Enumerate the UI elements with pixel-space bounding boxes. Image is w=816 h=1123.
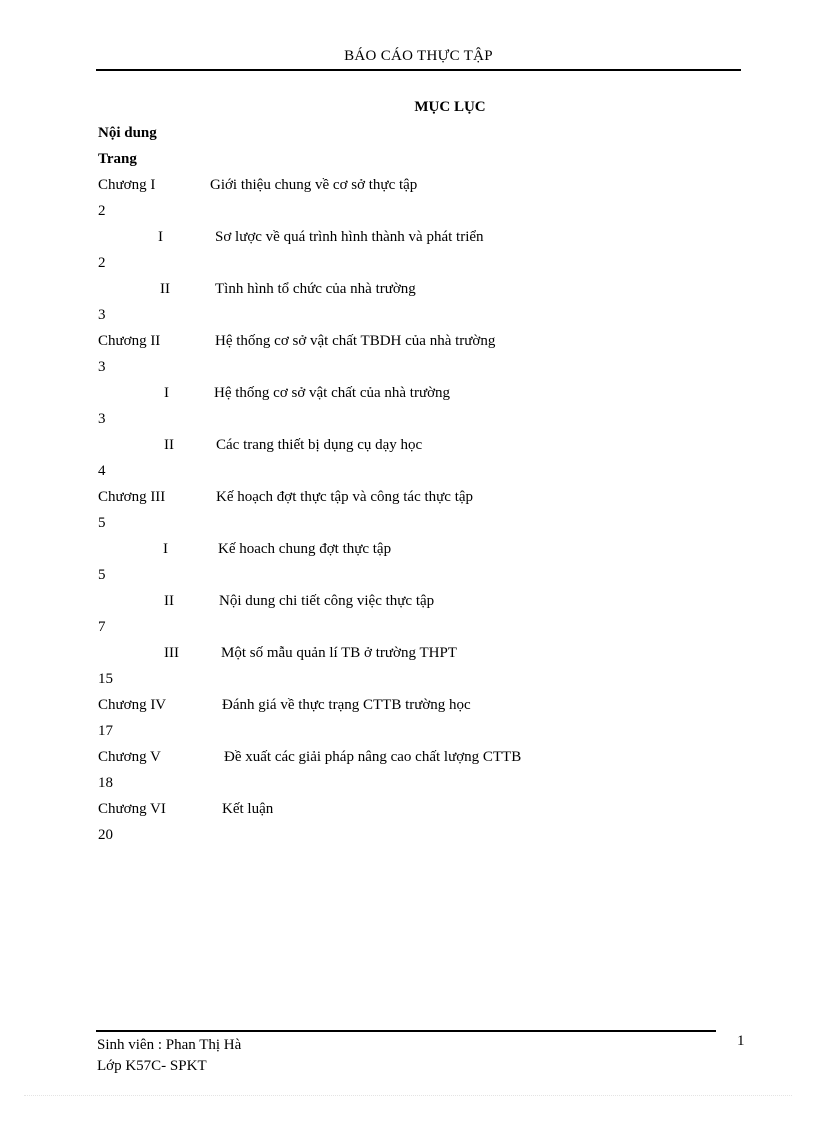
toc-entry: [98, 224, 738, 250]
toc-entry: [98, 588, 738, 614]
toc-entry-title: Hệ thống cơ sở vật chất TBDH của nhà trường: [215, 333, 496, 349]
toc-entry-page: 2: [98, 203, 106, 219]
toc-entry: [98, 692, 738, 718]
toc-entry-number: II: [160, 281, 170, 297]
toc-entry-title: Kế hoạch đợt thực tập và công tác thực tập: [216, 489, 474, 505]
toc-entry-page: 4: [98, 463, 106, 479]
toc-entry-number: Chương I: [98, 177, 156, 193]
toc-entry-number: I: [158, 229, 163, 245]
toc-entry-number: Chương III: [98, 489, 166, 505]
toc-entry: [98, 796, 738, 822]
table-of-contents: [98, 120, 738, 848]
toc-entry-title: Kế hoach chung đợt thực tập: [218, 541, 392, 557]
toc-entry-title: Đề xuất các giải pháp nâng cao chất lượng CTTB: [224, 749, 522, 765]
toc-heading: MỤC LỤC: [414, 99, 486, 115]
toc-entry-number: Chương V: [98, 749, 161, 765]
toc-entry: [98, 484, 738, 510]
toc-content-label: Nội dung: [98, 125, 157, 141]
toc-entry-page: 3: [98, 359, 106, 375]
toc-entry-number: Chương IV: [98, 697, 167, 713]
toc-entry: [98, 432, 738, 458]
toc-entry-title: Đánh giá về thực trạng CTTB trường học: [222, 697, 471, 713]
toc-entry-number: III: [164, 645, 179, 661]
toc-entry: [98, 536, 738, 562]
toc-entry-title: Hệ thống cơ sở vật chất của nhà trường: [214, 385, 451, 401]
header-rule: [96, 69, 741, 71]
toc-entry-title: Các trang thiết bị dụng cụ dạy học: [216, 437, 423, 453]
header-title: BÁO CÁO THỰC TẬP: [344, 48, 493, 64]
toc-entry-title: Kết luận: [222, 801, 274, 817]
toc-entry-page: 5: [98, 515, 106, 531]
toc-entry-title: Tình hình tổ chức của nhà trường: [215, 281, 416, 297]
toc-entry-number: Chương II: [98, 333, 161, 349]
toc-entry-page: 7: [98, 619, 106, 635]
toc-entry-title: Giới thiệu chung về cơ sở thực tập: [210, 177, 418, 193]
toc-page-label: Trang: [98, 151, 137, 167]
toc-entry-page: 15: [98, 671, 113, 687]
toc-entry-page: 2: [98, 255, 106, 271]
toc-entry: [98, 172, 738, 198]
footer-rule: [96, 1030, 716, 1032]
toc-entry: [98, 380, 738, 406]
toc-entry-page: 18: [98, 775, 113, 791]
toc-entry-page: 3: [98, 411, 106, 427]
footer-student: Sinh viên : Phan Thị Hà: [97, 1037, 242, 1053]
toc-entry: [98, 744, 738, 770]
toc-entry-title: Một số mẫu quản lí TB ở trường THPT: [221, 645, 457, 661]
toc-entry-title: Sơ lược về quá trình hình thành và phát triển: [215, 229, 484, 245]
toc-entry: [98, 640, 738, 666]
toc-entry-number: Chương VI: [98, 801, 166, 817]
toc-entry-number: I: [164, 385, 169, 401]
toc-entry-page: 5: [98, 567, 106, 583]
toc-entry-number: II: [164, 437, 174, 453]
footer-info: [97, 1035, 241, 1077]
footer-class: Lớp K57C- SPKT: [97, 1058, 207, 1074]
toc-entry-page: 17: [98, 723, 113, 739]
toc-entry: [98, 276, 738, 302]
page-number: 1: [737, 1033, 745, 1049]
toc-entry-title: Nội dung chi tiết công việc thực tập: [219, 593, 435, 609]
toc-entry: [98, 328, 738, 354]
toc-entry-page: 3: [98, 307, 106, 323]
page-edge-divider: [24, 1095, 792, 1096]
toc-entry-number: II: [164, 593, 174, 609]
toc-entry-page: 20: [98, 827, 113, 843]
toc-entry-number: I: [163, 541, 168, 557]
